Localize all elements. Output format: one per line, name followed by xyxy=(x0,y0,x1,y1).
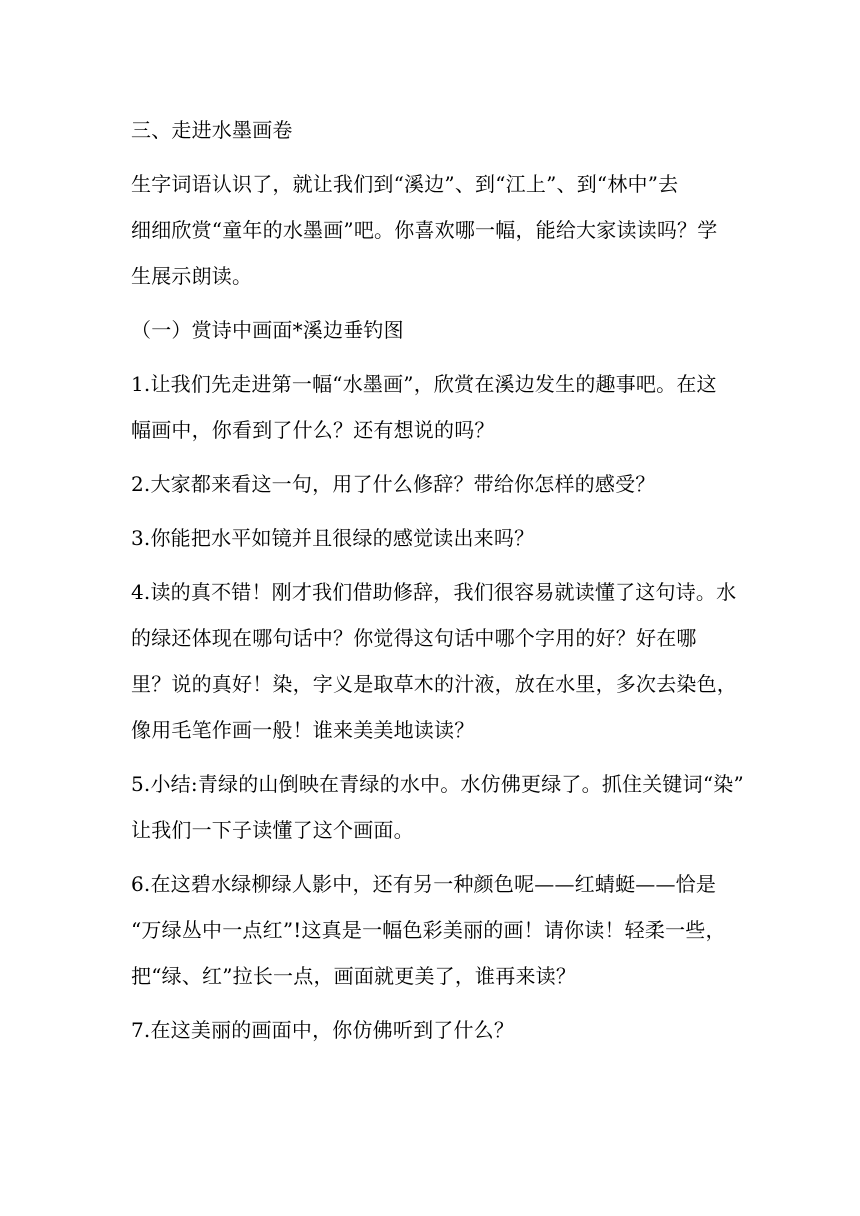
intro-line: 生字词语认识了，就让我们到“溪边”、到“江上”、到“林中”去 xyxy=(131,172,679,196)
item-4-line: 的绿还体现在哪句话中？你觉得这句话中哪个字用的好？好在哪 xyxy=(131,626,697,650)
item-3-line: 3.你能把水平如镜并且很绿的感觉读出来吗？ xyxy=(131,526,535,550)
item-5-line: 让我们一下子读懂了这个画面。 xyxy=(131,818,414,842)
intro-line: 细细欣赏“童年的水墨画”吧。你喜欢哪一幅，能给大家读读吗？学 xyxy=(131,218,718,242)
item-1-line: 幅画中，你看到了什么？还有想说的吗？ xyxy=(131,418,495,442)
item-4-line: 像用毛笔作画一般！谁来美美地读读？ xyxy=(131,718,475,742)
intro-line: 生展示朗读。 xyxy=(131,264,253,288)
item-4-line: 4.读的真不错！刚才我们借助修辞，我们很容易就读懂了这句诗。水 xyxy=(131,580,737,604)
item-7-line: 7.在这美丽的画面中，你仿佛听到了什么？ xyxy=(131,1018,515,1042)
item-6-line: 把“绿、红”拉长一点，画面就更美了，谁再来读？ xyxy=(131,964,577,988)
item-6-line: 6.在这碧水绿柳绿人影中，还有另一种颜色呢——红蜻蜓——恰是 xyxy=(131,872,717,896)
item-6-line: “万绿丛中一点红”!这真是一幅色彩美丽的画！请你读！轻柔一些， xyxy=(131,918,726,942)
item-1-line: 1.让我们先走进第一幅“水墨画”，欣赏在溪边发生的趣事吧。在这 xyxy=(131,372,717,396)
item-4-line: 里？说的真好！染，字义是取草木的汁液，放在水里，多次去染色， xyxy=(131,672,737,696)
item-5-line: 5.小结:青绿的山倒映在青绿的水中。水仿佛更绿了。抓住关键词“染” xyxy=(131,772,744,796)
item-2-line: 2.大家都来看这一句，用了什么修辞？带给你怎样的感受？ xyxy=(131,472,656,496)
section-heading: 三、走进水墨画卷 xyxy=(131,118,293,142)
subheading: （一）赏诗中画面*溪边垂钓图 xyxy=(131,318,404,342)
